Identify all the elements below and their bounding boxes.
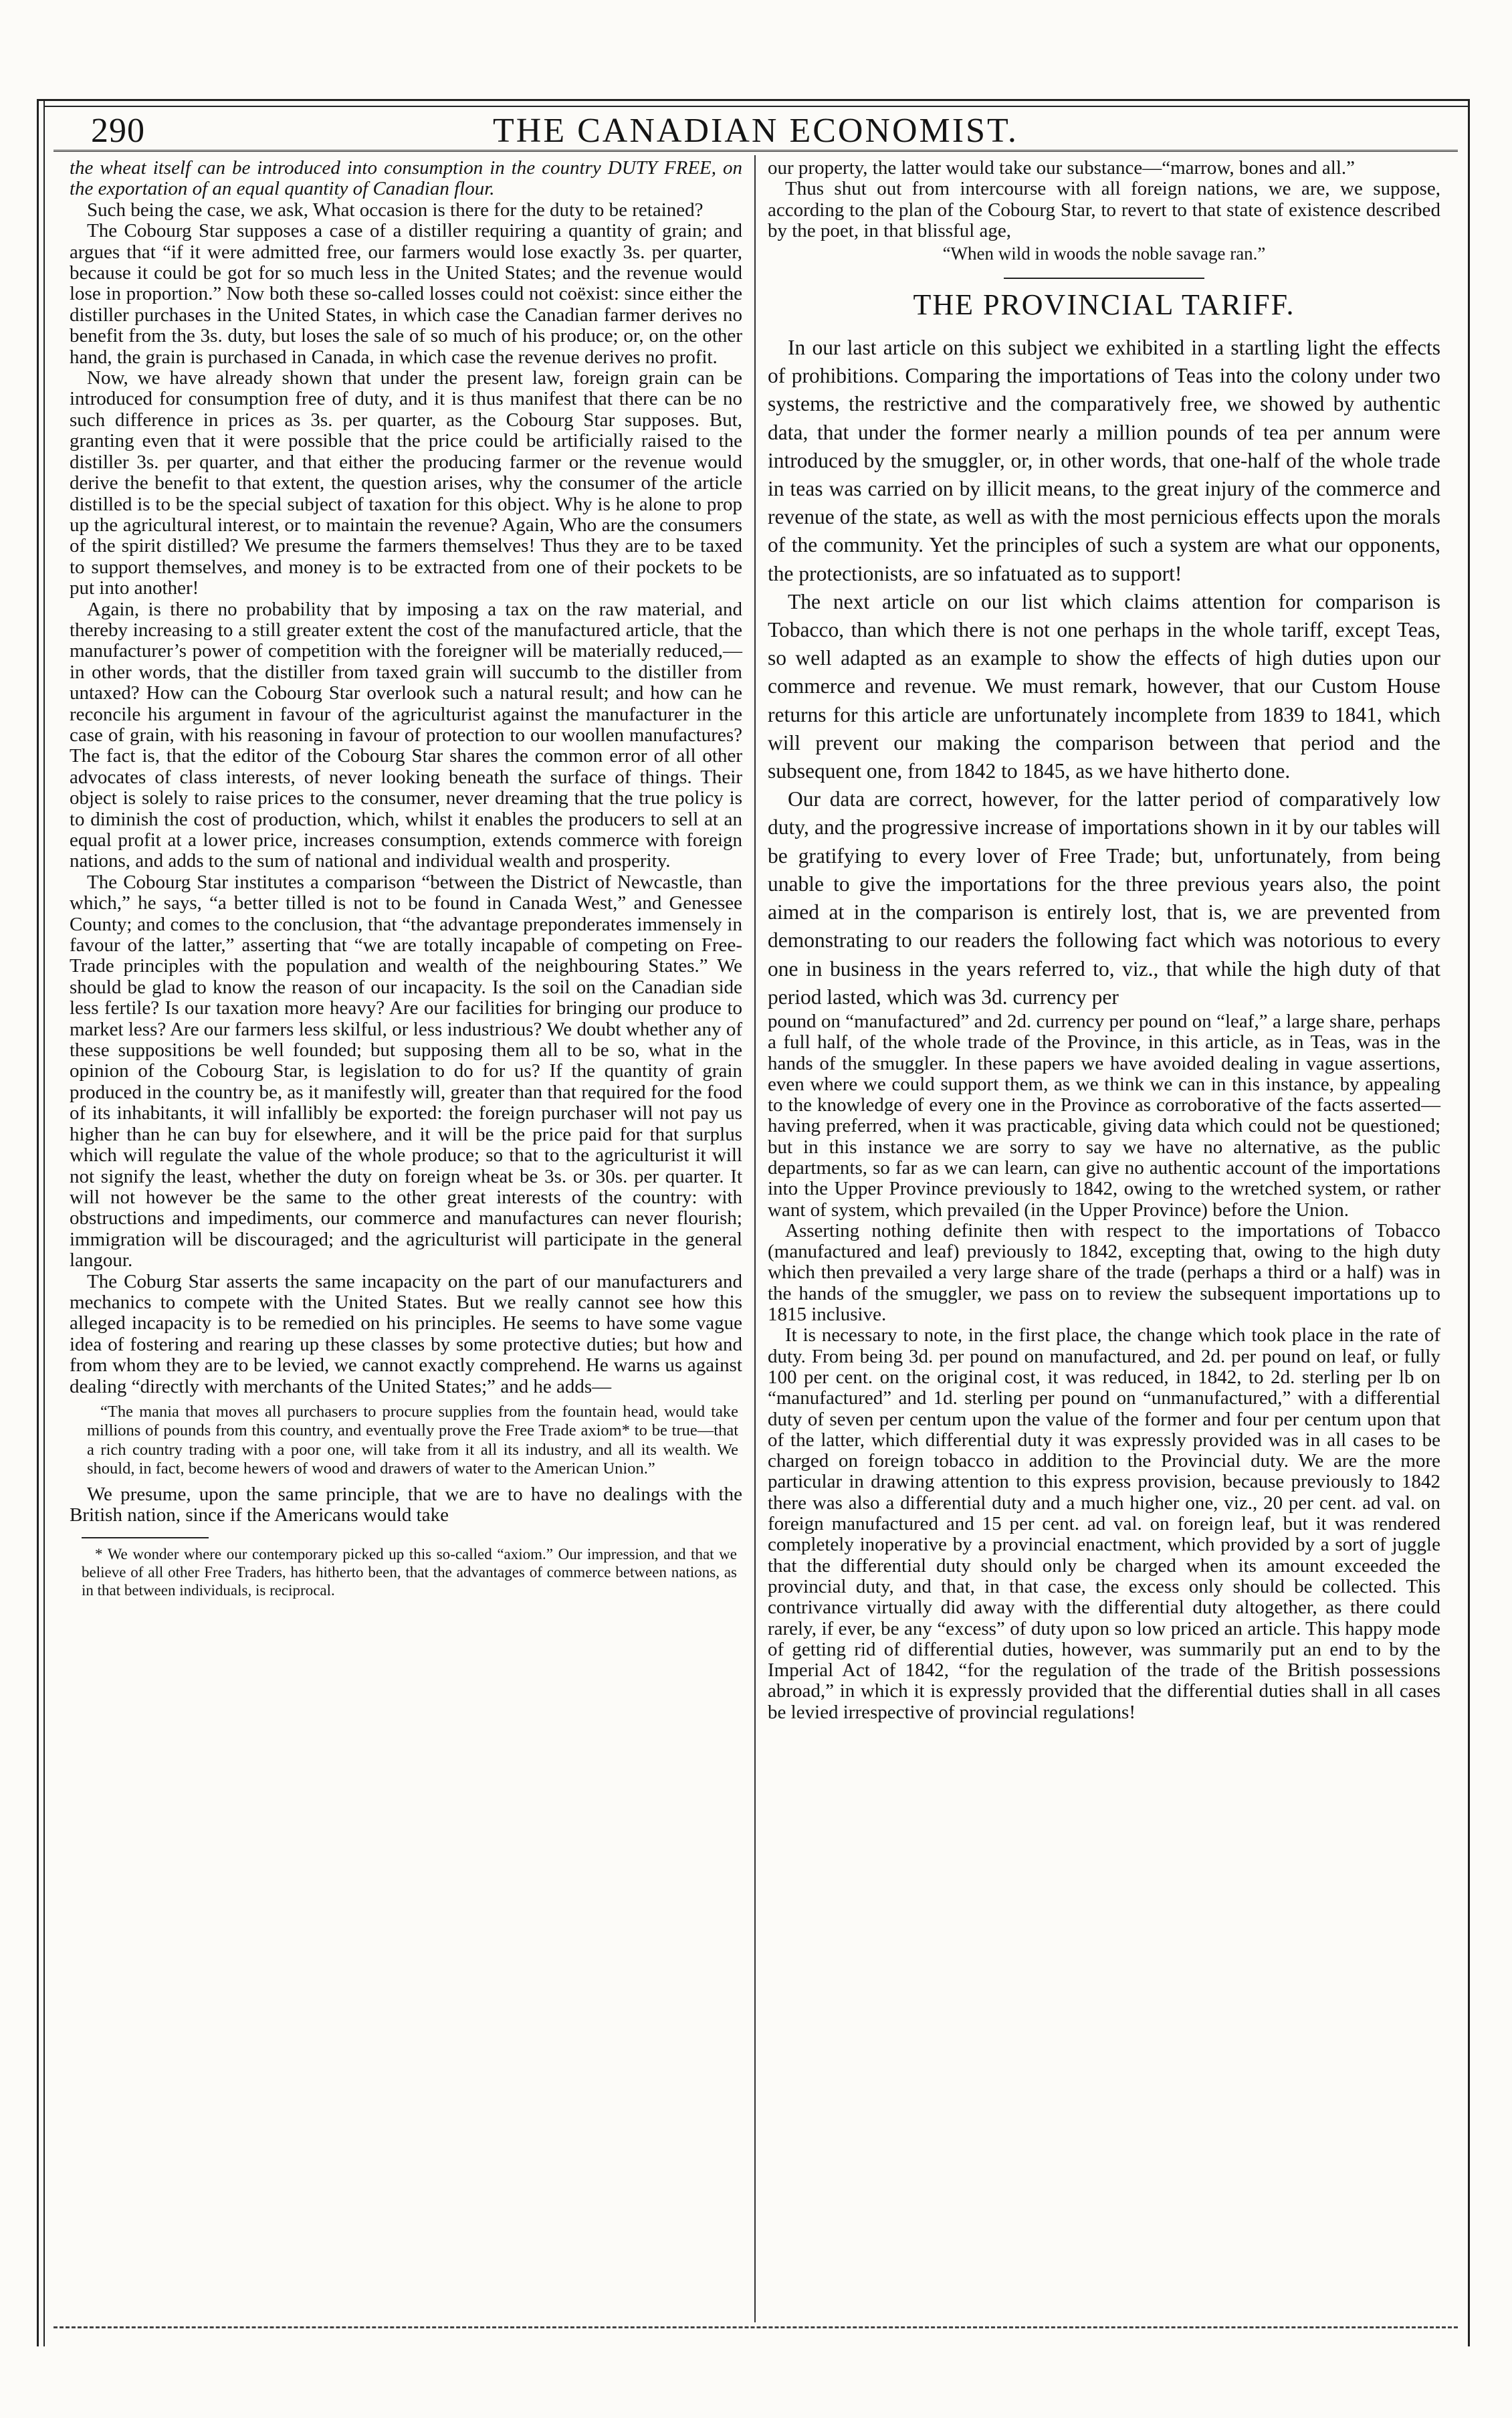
page-border-left-inner	[43, 99, 45, 2346]
footnote-rule	[82, 1537, 209, 1538]
page-border-left	[37, 99, 39, 2346]
paragraph: We presume, upon the same principle, that we are to have no dealings with the British nation, since if the Americans would take	[70, 1483, 742, 1526]
right-column	[768, 158, 1440, 1723]
paragraph: Thus shut out from intercourse with all foreign nations, we are, we suppose, according to the plan of the Cobourg Star, to revert to that state of existence described by the poet, in that blissful age,	[768, 178, 1440, 242]
section-body-large	[768, 334, 1440, 1011]
top-rule	[37, 99, 1470, 101]
header-rule	[53, 150, 1458, 152]
page-header	[47, 108, 1465, 150]
paragraph: The Cobourg Star institutes a comparison “between the District of Newcastle, than which,” he says, “a better tilled is not to be found in Canada West,” and Genessee County; and comes to the conclusion, that “the advantage preponderates immensely in favour of the latter,” asserting that “we are totally incapable of competing on Free-Trade principles with the population and wealth of the neighbouring States.” We should be glad to know the reason of our incapacity. Is the soil on the Canadian side less fertile? Is our taxation more heavy? Are our facilities for bringing our produce to market less? Are our farmers less skilful, or less industrious? We doubt whether any of these suppositions be well founded; but supposing them all to be so, what in the opinion of the Cobourg Star, is legislation to do for us? If the quantity of grain produced in the country be, as it manifestly will, greater than that required for the food of its inhabitants, it will infallibly be exported: the foreign purchaser will not pay us higher than he can buy for elsewhere, and it will be the price paid for that surplus which will regulate the value of the whole produce; so that to the agriculturist it will not signify the least, whether the duty on foreign wheat be 3s. or 30s. per quarter. It will not however be the same to the other great interests of the country: with obstructions and impediments, our commerce and manufactures can never flourish; immigration will be discouraged; and the agriculturist will participate in the general langour.	[70, 871, 742, 1272]
section-body-small	[768, 1011, 1440, 1723]
running-title: THE CANADIAN ECONOMIST.	[493, 112, 1018, 150]
paragraph: It is necessary to note, in the first place, the change which took place in the rate of duty. From being 3d. per pound on manufactured, and 2d. per pound on leaf, or fully 100 per cent. on the original cost, it was reduced, in 1842, to 2d. sterling per lb on “manufactured” and 1d. sterling per pound on “unmanufactured,” with a differential duty of seven per centum upon the value of the former and four per centum upon that of the latter, which differential duty it was expressly provided was in all cases to be charged on foreign tobacco in addition to the Provincial duty. We are the more particular in drawing attention to this express provision, because previously to 1842 there was also a differential duty and a much higher one, viz., 20 per cent. ad val. on foreign manufactured and 15 per cent. ad val. on foreign leaf, but it was rendered completely inoperative by a provincial enactment, which provided by a sort of juggle that the differential duty should only be charged when its amount exceeded the provincial duty, and that, in that case, the excess only should be collected. This contrivance virtually did away with the differential duty altogether, as there could rarely, if ever, be any “excess” of duty upon so low priced an article. This happy mode of getting rid of differential duties, however, was summarily put an end to by the Imperial Act of 1842, “for the regulation of the trade of the British possessions abroad,” in which it is expressly provided that the differential duties shall in all cases be levied irrespective of provincial regulations!	[768, 1324, 1440, 1723]
paragraph: In our last article on this subject we exhibited in a startling light the effects of prohibitions. Comparing the importations of Teas into the colony under two systems, the restrictive and the comparatively free, we showed by authentic data, that under the former nearly a million pounds of tea per annum were introduced by the smuggler, or, in other words, that one-half of the whole trade in teas was carried on by illicit means, to the great injury of the commerce and revenue of the state, as well as with the most pernicious effects upon the morals of the community. Yet the principles of such a system are what our opponents, the protectionists, are so infatuated as to support!	[768, 336, 1440, 585]
paragraph: The Coburg Star asserts the same incapacity on the part of our manufacturers and mechanics to compete with the United States. But we really cannot see how this alleged incapacity is to be remedied on his principles. He seems to have some vague idea of fostering and rearing up these classes by some protective duties; but how and from whom they are to be levied, we cannot exactly comprehend. He warns us against dealing “directly with merchants of the United States;” and he adds—	[70, 1270, 742, 1397]
paragraph: Again, is there no probability that by imposing a tax on the raw material, and thereby increasing to a still greater extent the cost of the manufactured article, that the manufacturer’s power of competition with the foreigner will be materially reduced,—in other words, that the distiller from taxed grain will succumb to the distiller from untaxed? How can the Cobourg Star overlook such a natural result; and how can he reconcile his argument in favour of the agriculturist against the manufacturer in the case of grain, with his reasoning in favour of protection to our woollen manufactures? The fact is, that the editor of the Cobourg Star shares the common error of all other advocates of class interests, of never looking beneath the surface of things. Their object is solely to raise prices to the consumer, never dreaming that the true policy is to diminish the cost of production, which, whilst it enables the producers to sell at an equal profit at a lower price, increases consumption, extends commerce with foreign nations, and adds to the sum of national and individual wealth and prosperity.	[70, 598, 742, 872]
page-border-right	[1468, 99, 1470, 2346]
paragraph: Now, we have already shown that under the present law, foreign grain can be introduced for consumption free of duty, and it is thus manifest that there can be no such difference in prices as 3s. per quarter, as the Cobourg Star supposes. But, granting even that it were possible that the price could be artificially raised to the distiller 3s. per quarter, and that either the producing farmer or the revenue would derive the benefit to that extent, the question arises, why the consumer of the article distilled is to be the special subject of taxation for this object. Why is he alone to prop up the agricultural interest, or to maintain the revenue? Again, Who are the consumers of the spirit distilled? We presume the farmers themselves! Thus they are to be taxed to support themselves, and money is to be extracted from one of their pockets to be put into another!	[70, 367, 742, 599]
paragraph: Our data are correct, however, for the latter period of comparatively low duty, and the progressive increase of importations shown in it by our tables will be gratifying to every lover of Free Trade; but, unfortunately, from being unable to give the importations for the three previous years also, the point aimed at in the comparison is entirely lost, that is, we are prevented from demonstrating to our readers the following fact which was notorious to every one in business in the years referred to, viz., that while the high duty of that period lasted, which was 3d. currency per	[768, 787, 1440, 1009]
left-column	[70, 158, 742, 1599]
verse-quote: “When wild in woods the noble savage ran.”	[942, 243, 1266, 264]
top-rule-inner	[43, 106, 1470, 107]
page-number: 290	[91, 112, 145, 150]
bottom-rule	[53, 2326, 1458, 2328]
paragraph: the wheat itself can be introduced into consumption in the country DUTY FREE, on the exportation of an equal quantity of Canadian flour.	[70, 157, 742, 200]
paragraph: pound on “manufactured” and 2d. currency per pound on “leaf,” a large share, perhaps a full half, of the whole trade of the Province, in this article, as in Teas, was in the hands of the smuggler. In these papers we have avoided dealing in vague assertions, even where we could support them, as we think we can in this instance, by appealing to the knowledge of every one in the Province as corroborative of the facts asserted—having preferred, when it was practicable, giving data which could not be questioned; but in this instance we are sorry to say we have no alternative, as the public departments, so far as we can learn, can give no authentic account of the importations into the Upper Province previously to 1842, owing to the wretched system, or rather want of system, which prevailed (in the Upper Province) before the Union.	[768, 1010, 1440, 1221]
paragraph: our property, the latter would take our substance—“marrow, bones and all.”	[768, 157, 1356, 179]
paragraph: Such being the case, we ask, What occasion is there for the duty to be retained?	[87, 199, 704, 221]
column-divider	[754, 155, 756, 2322]
section-title: THE PROVINCIAL TARIFF.	[913, 288, 1295, 322]
section-rule	[1004, 278, 1204, 279]
paragraph: Asserting nothing definite then with respect to the importations of Tobacco (manufactured and leaf) previously to 1842, excepting that, owing to the high duty which then prevailed a very large share of the trade (perhaps a third or a half) was in the hands of the smuggler, we pass on to review the subsequent importations up to 1815 inclusive.	[768, 1219, 1440, 1326]
block-quote: “The mania that moves all purchasers to procure supplies from the fountain head, would take millions of pounds from this country, and eventually prove the Free Trade axiom* to be true—that a rich country trading with a poor one, will take from it all its industry, and all its wealth. We should, in fact, become hewers of wood and drawers of water to the American Union.”	[87, 1402, 738, 1478]
paragraph: The next article on our list which claims attention for comparison is Tobacco, than which there is not one perhaps in the whole tariff, except Teas, so well adapted as an example to show the effects of high duties upon our commerce and revenue. We must remark, however, that our Custom House returns for this article are unfortunately incomplete from 1839 to 1841, which will prevent our making the comparison between that period and the subsequent one, from 1842 to 1845, as we have hitherto done.	[768, 589, 1440, 783]
paragraph: The Cobourg Star supposes a case of a distiller requiring a quantity of grain; and argues that “if it were admitted free, our farmers would lose exactly 3s. per quarter, because it could be got for so much less in the United States; and the revenue would lose in proportion.” Now both these so-called losses could not coëxist: since either the distiller purchases in the United States, in which case the Canadian farmer derives no benefit from the 3s. duty, but loses the sale of so much of his produce; or, on the other hand, the grain is purchased in Canada, in which case the revenue derives no profit.	[70, 220, 742, 368]
footnote: * We wonder where our contemporary picked up this so-called “axiom.” Our impression, and that we believe of all other Free Traders, has hitherto been, that the advantages of commerce between nations, as in that between individuals, is reciprocal.	[82, 1545, 737, 1599]
